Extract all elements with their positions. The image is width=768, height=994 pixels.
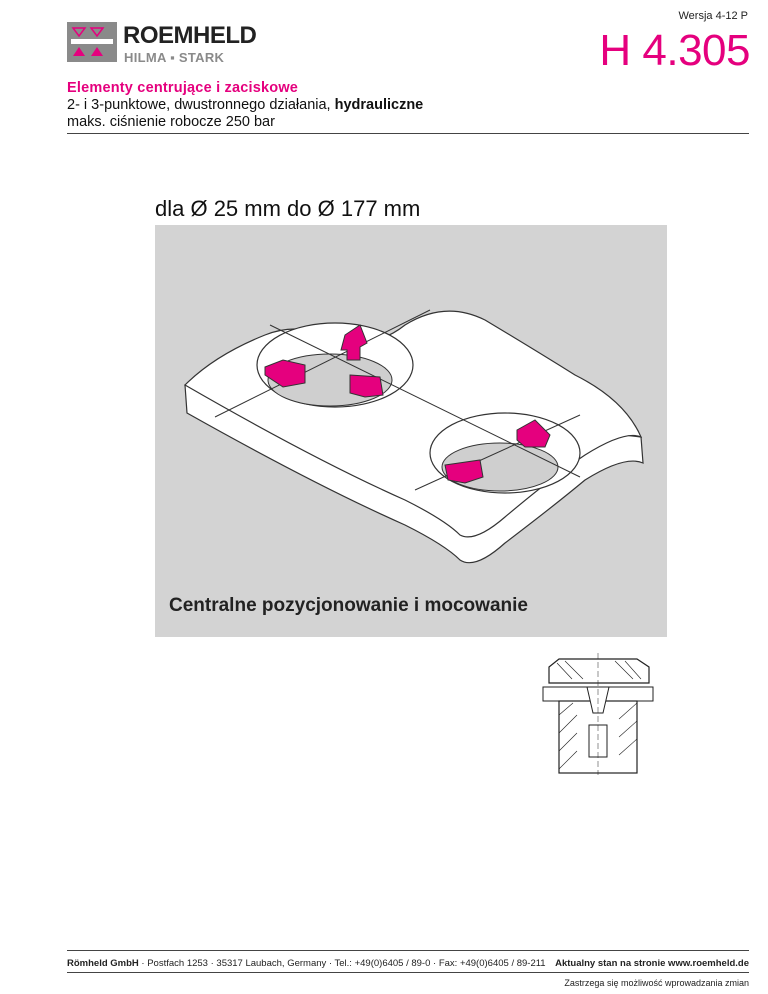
website-link[interactable]: Aktualny stan na stronie www.roemheld.de: [555, 958, 749, 969]
version-label: Wersja 4-12 P: [678, 10, 748, 22]
subtitle-line2: maks. ciśnienie robocze 250 bar: [67, 114, 275, 130]
page-title: Elementy centrujące i zaciskowe: [67, 80, 299, 96]
footer-contact: [67, 958, 749, 969]
product-illustration: [155, 225, 667, 637]
sectional-drawing: [537, 653, 659, 775]
disclaimer-note: Zastrzega się możliwość wprowadzania zmian: [564, 978, 749, 988]
document-number: H 4.305: [599, 26, 750, 75]
illustration-caption: Centralne pozycjonowanie i mocowanie: [169, 595, 528, 616]
title-divider: [67, 133, 749, 134]
roemheld-logo-icon: [67, 22, 117, 62]
subtitle-line1-prefix: 2- i 3-punktowe, dwustronnego działania,: [67, 97, 335, 113]
footer-divider: [67, 950, 749, 951]
footer-bottom-divider: [67, 972, 749, 973]
sub-brand: HILMA ▪ STARK: [124, 50, 225, 65]
subtitle-line1-bold: hydrauliczne: [334, 97, 424, 113]
page-subtitle: [67, 97, 423, 131]
company-address: · Postfach 1253 · 35317 Laubach, Germany · Tel.: +49(0)6405 / 89-0 · Fax: +49(0)6405 / 89-211: [138, 958, 546, 969]
workpiece-drawing: [155, 225, 667, 637]
company-name: Römheld GmbH: [67, 958, 139, 969]
size-range-heading: dla Ø 25 mm do Ø 177 mm: [155, 196, 421, 221]
brand-name: ROEMHELD: [123, 22, 257, 49]
company-logo: [67, 20, 287, 64]
